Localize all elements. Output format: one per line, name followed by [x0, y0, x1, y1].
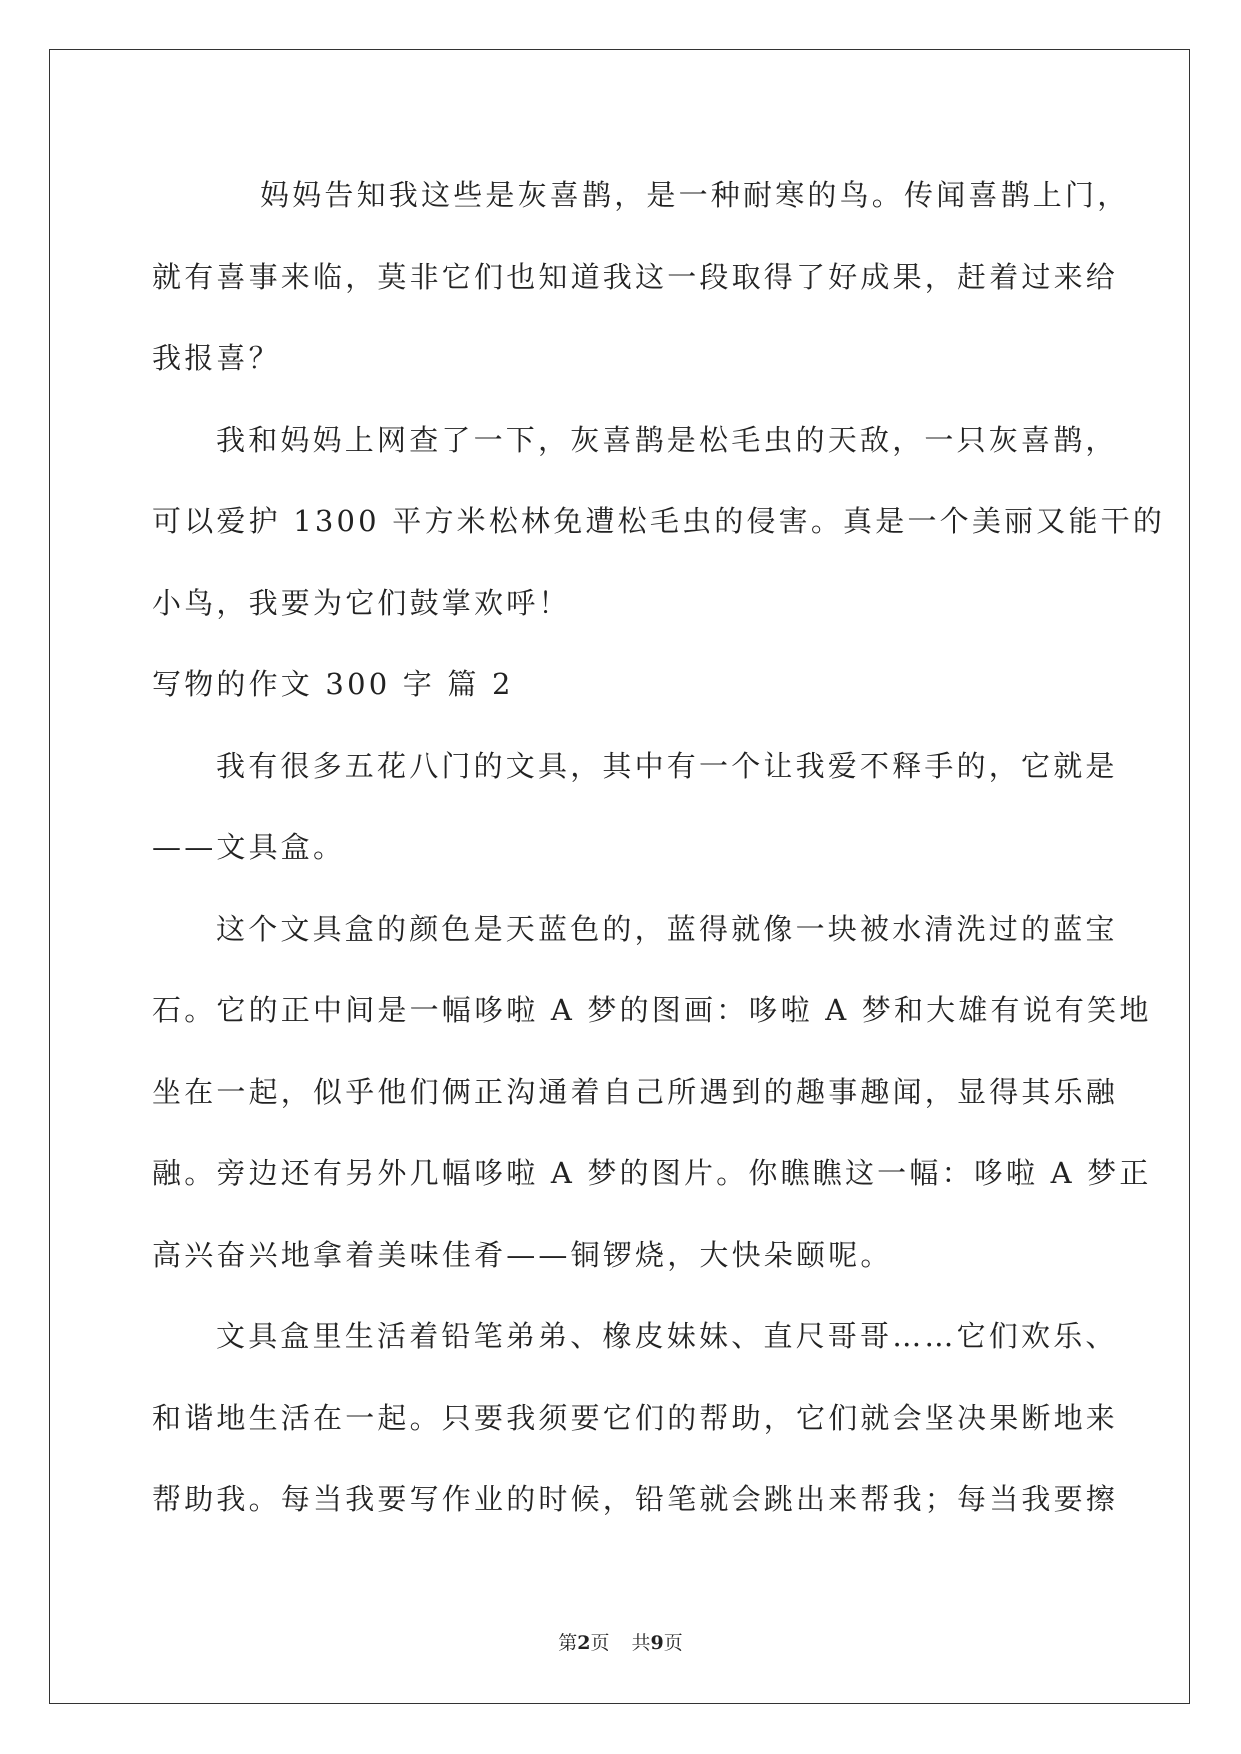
page-current: 2	[577, 1632, 591, 1654]
paragraph-line: 可以爱护 1300 平方米松林免遭松毛虫的侵害。真是一个美丽又能干的	[152, 504, 1166, 538]
paragraph-line: 和谐地生活在一起。只要我须要它们的帮助，它们就会坚决果断地来	[152, 1400, 1119, 1435]
paragraph-line: 帮助我。每当我要写作业的时候，铅笔就会跳出来帮我；每当我要擦	[152, 1482, 1119, 1516]
page-footer	[0, 1628, 1241, 1655]
paragraph-line: 小鸟，我要为它们鼓掌欢呼！	[152, 585, 571, 620]
paragraph-line: 文具盒里生活着铅笔弟弟、橡皮妹妹、直尺哥哥……它们欢乐、	[216, 1319, 1118, 1353]
paragraph-line: 我有很多五花八门的文具，其中有一个让我爱不释手的，它就是	[216, 748, 1118, 783]
total-prefix: 共	[631, 1632, 651, 1654]
paragraph-line: 石。它的正中间是一幅哆啦 A 梦的图画：哆啦 A 梦和大雄有说有笑地	[152, 993, 1152, 1027]
paragraph-line: 妈妈告知我这些是灰喜鹊，是一种耐寒的鸟。传闻喜鹊上门，	[260, 178, 1130, 212]
paragraph-line: 坐在一起，似乎他们俩正沟通着自己所遇到的趣事趣闻，显得其乐融	[152, 1074, 1119, 1109]
paragraph-line: 我和妈妈上网查了一下，灰喜鹊是松毛虫的天敌，一只灰喜鹊，	[216, 422, 1118, 457]
paragraph-line: 我报喜？	[152, 341, 281, 375]
paragraph-line: 这个文具盒的颜色是天蓝色的，蓝得就像一块被水清洗过的蓝宝	[216, 911, 1118, 946]
page-total: 9	[650, 1632, 664, 1654]
paragraph-line: ——文具盒。	[152, 830, 346, 864]
page-unit: 页	[590, 1632, 610, 1654]
paragraph-line: 高兴奋兴地拿着美味佳肴——铜锣烧，大快朵颐呢。	[152, 1237, 893, 1272]
document-body	[152, 155, 1166, 1541]
paragraph-line: 融。旁边还有另外几幅哆啦 A 梦的图片。你瞧瞧这一幅：哆啦 A 梦正	[152, 1156, 1152, 1190]
section-heading: 写物的作文 300 字 篇 2	[152, 667, 514, 701]
total-unit: 页	[663, 1632, 683, 1654]
paragraph-line: 就有喜事来临，莫非它们也知道我这一段取得了好成果，赶着过来给	[152, 259, 1119, 294]
page-prefix: 第	[558, 1632, 578, 1654]
